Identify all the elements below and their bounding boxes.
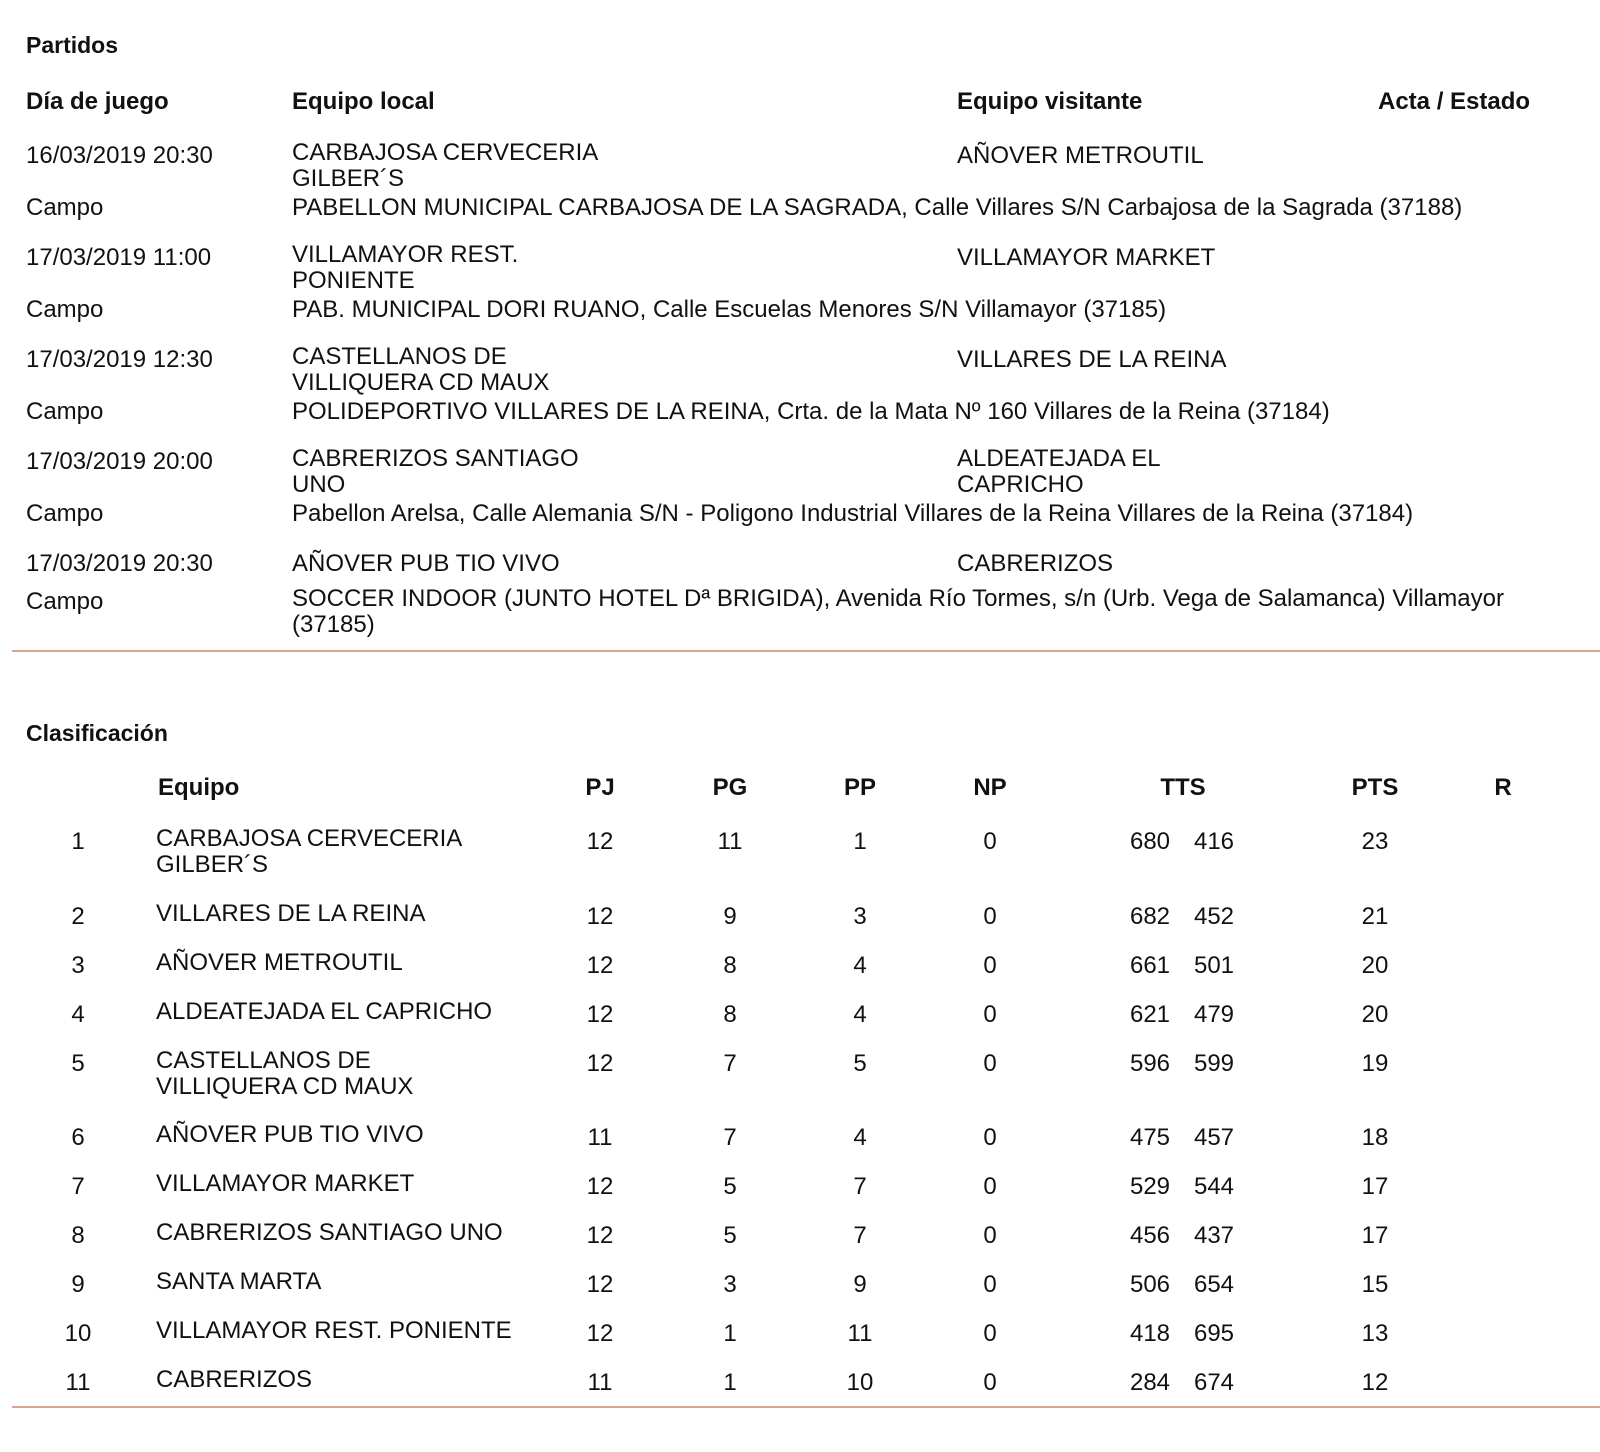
row-pp: 4 bbox=[853, 952, 867, 979]
row-np: 0 bbox=[983, 1050, 997, 1077]
row-pp: 3 bbox=[853, 903, 867, 930]
row-position: 5 bbox=[71, 1050, 85, 1077]
row-position: 9 bbox=[71, 1271, 85, 1298]
match-visitante-team: CABRERIZOS bbox=[957, 550, 1114, 577]
campo-label: Campo bbox=[26, 500, 104, 527]
match-local-team: VILLAMAYOR REST. PONIENTE bbox=[292, 241, 519, 294]
col-pg: PG bbox=[712, 774, 748, 801]
row-tts-favor: 456 bbox=[1129, 1222, 1171, 1249]
match-visitante-team: VILLARES DE LA REINA bbox=[957, 346, 1227, 373]
row-pp: 10 bbox=[846, 1369, 874, 1396]
match-local-team: CABRERIZOS SANTIAGO UNO bbox=[292, 445, 579, 498]
row-tts-favor: 596 bbox=[1129, 1050, 1171, 1077]
row-team: VILLAMAYOR REST. PONIENTE bbox=[156, 1317, 512, 1344]
row-np: 0 bbox=[983, 1271, 997, 1298]
row-pts: 17 bbox=[1361, 1173, 1389, 1200]
row-tts-favor: 680 bbox=[1129, 828, 1171, 855]
col-r: R bbox=[1494, 774, 1512, 801]
row-np: 0 bbox=[983, 1124, 997, 1151]
row-pts: 15 bbox=[1361, 1271, 1389, 1298]
row-pj: 11 bbox=[587, 1124, 613, 1151]
row-pg: 8 bbox=[723, 952, 737, 979]
match-campo: PABELLON MUNICIPAL CARBAJOSA DE LA SAGRADA, Calle Villares S/N Carbajosa de la Sagrada (37188) bbox=[292, 194, 1463, 221]
row-pp: 9 bbox=[853, 1271, 867, 1298]
row-tts-favor: 682 bbox=[1129, 903, 1171, 930]
row-tts-contra: 437 bbox=[1193, 1222, 1235, 1249]
row-pp: 7 bbox=[853, 1173, 867, 1200]
row-position: 10 bbox=[64, 1320, 92, 1347]
row-position: 11 bbox=[65, 1369, 91, 1396]
row-tts-favor: 661 bbox=[1129, 952, 1171, 979]
campo-label: Campo bbox=[26, 588, 104, 615]
row-tts-favor: 418 bbox=[1129, 1320, 1171, 1347]
row-team: CARBAJOSA CERVECERIA GILBER´S bbox=[156, 825, 461, 878]
row-np: 0 bbox=[983, 903, 997, 930]
row-position: 1 bbox=[71, 828, 85, 855]
col-equipo: Equipo bbox=[158, 774, 240, 801]
row-np: 0 bbox=[983, 1320, 997, 1347]
match-campo: POLIDEPORTIVO VILLARES DE LA REINA, Crta. de la Mata Nº 160 Villares de la Reina (37184) bbox=[292, 398, 1330, 425]
row-team: AÑOVER METROUTIL bbox=[156, 949, 403, 976]
row-position: 8 bbox=[71, 1222, 85, 1249]
col-np: NP bbox=[973, 774, 1007, 801]
row-tts-contra: 544 bbox=[1193, 1173, 1235, 1200]
match-date: 17/03/2019 20:30 bbox=[26, 550, 213, 577]
row-pg: 8 bbox=[723, 1001, 737, 1028]
match-date: 16/03/2019 20:30 bbox=[26, 142, 213, 169]
row-team: CABRERIZOS bbox=[156, 1366, 313, 1393]
partidos-title: Partidos bbox=[26, 32, 119, 58]
row-pts: 18 bbox=[1361, 1124, 1389, 1151]
match-date: 17/03/2019 11:00 bbox=[26, 244, 212, 271]
header-local: Equipo local bbox=[292, 88, 435, 115]
row-pp: 5 bbox=[853, 1050, 867, 1077]
row-tts-favor: 621 bbox=[1129, 1001, 1171, 1028]
row-np: 0 bbox=[983, 952, 997, 979]
row-pts: 13 bbox=[1361, 1320, 1389, 1347]
row-position: 3 bbox=[71, 952, 85, 979]
match-local-team: CASTELLANOS DE VILLIQUERA CD MAUX bbox=[292, 343, 550, 396]
row-tts-contra: 695 bbox=[1193, 1320, 1235, 1347]
row-tts-favor: 506 bbox=[1129, 1271, 1171, 1298]
section-divider bbox=[12, 1406, 1600, 1408]
row-pts: 20 bbox=[1361, 952, 1389, 979]
row-pp: 7 bbox=[853, 1222, 867, 1249]
row-team: VILLAMAYOR MARKET bbox=[156, 1170, 415, 1197]
row-pts: 12 bbox=[1361, 1369, 1389, 1396]
row-pj: 12 bbox=[586, 1320, 614, 1347]
row-tts-contra: 416 bbox=[1193, 828, 1235, 855]
match-campo: Pabellon Arelsa, Calle Alemania S/N - Poligono Industrial Villares de la Reina Villares de la Reina (37184) bbox=[292, 500, 1414, 527]
row-position: 2 bbox=[71, 903, 85, 930]
row-pg: 1 bbox=[723, 1369, 737, 1396]
row-pj: 11 bbox=[587, 1369, 613, 1396]
row-tts-contra: 674 bbox=[1193, 1369, 1235, 1396]
row-team: VILLARES DE LA REINA bbox=[156, 900, 426, 927]
row-pp: 1 bbox=[853, 828, 867, 855]
row-pj: 12 bbox=[586, 1222, 614, 1249]
row-pp: 11 bbox=[847, 1320, 873, 1347]
row-pg: 7 bbox=[723, 1050, 737, 1077]
col-pj: PJ bbox=[585, 774, 615, 801]
row-pj: 12 bbox=[586, 828, 614, 855]
col-tts: TTS bbox=[1160, 774, 1206, 801]
col-pts: PTS bbox=[1351, 774, 1399, 801]
row-position: 6 bbox=[71, 1124, 85, 1151]
campo-label: Campo bbox=[26, 296, 104, 323]
row-pts: 19 bbox=[1361, 1050, 1389, 1077]
row-pg: 5 bbox=[723, 1222, 737, 1249]
header-acta: Acta / Estado bbox=[1378, 88, 1531, 115]
row-tts-contra: 501 bbox=[1193, 952, 1235, 979]
row-pj: 12 bbox=[586, 1050, 614, 1077]
row-position: 7 bbox=[71, 1173, 85, 1200]
row-tts-contra: 479 bbox=[1193, 1001, 1235, 1028]
row-pg: 7 bbox=[723, 1124, 737, 1151]
row-np: 0 bbox=[983, 1001, 997, 1028]
row-np: 0 bbox=[983, 828, 997, 855]
col-pp: PP bbox=[843, 774, 876, 801]
row-pg: 3 bbox=[723, 1271, 737, 1298]
row-pg: 1 bbox=[723, 1320, 737, 1347]
match-visitante-team: ALDEATEJADA EL CAPRICHO bbox=[957, 445, 1160, 498]
match-date: 17/03/2019 12:30 bbox=[26, 346, 213, 373]
section-divider bbox=[12, 650, 1600, 652]
match-local-team: CARBAJOSA CERVECERIA GILBER´S bbox=[292, 139, 597, 192]
row-pj: 12 bbox=[586, 1173, 614, 1200]
row-team: SANTA MARTA bbox=[156, 1268, 322, 1295]
row-np: 0 bbox=[983, 1222, 997, 1249]
row-pg: 11 bbox=[717, 828, 743, 855]
row-pj: 12 bbox=[586, 952, 614, 979]
row-pg: 9 bbox=[723, 903, 737, 930]
match-visitante-team: AÑOVER METROUTIL bbox=[957, 142, 1204, 169]
row-position: 4 bbox=[71, 1001, 85, 1028]
row-tts-contra: 654 bbox=[1193, 1271, 1235, 1298]
clasificacion-title: Clasificación bbox=[26, 720, 168, 746]
row-pts: 20 bbox=[1361, 1001, 1389, 1028]
row-tts-contra: 457 bbox=[1193, 1124, 1235, 1151]
row-pg: 5 bbox=[723, 1173, 737, 1200]
row-pp: 4 bbox=[853, 1001, 867, 1028]
row-pj: 12 bbox=[586, 1001, 614, 1028]
row-pj: 12 bbox=[586, 903, 614, 930]
header-visitante: Equipo visitante bbox=[957, 88, 1143, 115]
match-visitante-team: VILLAMAYOR MARKET bbox=[957, 244, 1216, 271]
campo-label: Campo bbox=[26, 194, 104, 221]
row-tts-contra: 599 bbox=[1193, 1050, 1235, 1077]
row-team: CABRERIZOS SANTIAGO UNO bbox=[156, 1219, 503, 1246]
match-date: 17/03/2019 20:00 bbox=[26, 448, 213, 475]
row-pts: 21 bbox=[1361, 903, 1389, 930]
match-campo: SOCCER INDOOR (JUNTO HOTEL Dª BRIGIDA), Avenida Río Tormes, s/n (Urb. Vega de Salamanca) Villamayor (37185) bbox=[292, 585, 1504, 638]
row-team: CASTELLANOS DE VILLIQUERA CD MAUX bbox=[156, 1047, 414, 1100]
row-team: AÑOVER PUB TIO VIVO bbox=[156, 1121, 424, 1148]
header-dia: Día de juego bbox=[26, 88, 169, 115]
row-pts: 17 bbox=[1361, 1222, 1389, 1249]
row-team: ALDEATEJADA EL CAPRICHO bbox=[156, 998, 493, 1025]
row-pts: 23 bbox=[1361, 828, 1389, 855]
row-tts-favor: 529 bbox=[1129, 1173, 1171, 1200]
row-np: 0 bbox=[983, 1173, 997, 1200]
row-pp: 4 bbox=[853, 1124, 867, 1151]
match-local-team: AÑOVER PUB TIO VIVO bbox=[292, 550, 560, 577]
row-np: 0 bbox=[983, 1369, 997, 1396]
row-tts-favor: 475 bbox=[1129, 1124, 1171, 1151]
row-pj: 12 bbox=[586, 1271, 614, 1298]
match-campo: PAB. MUNICIPAL DORI RUANO, Calle Escuelas Menores S/N Villamayor (37185) bbox=[292, 296, 1167, 323]
campo-label: Campo bbox=[26, 398, 104, 425]
row-tts-favor: 284 bbox=[1129, 1369, 1171, 1396]
row-tts-contra: 452 bbox=[1193, 903, 1235, 930]
